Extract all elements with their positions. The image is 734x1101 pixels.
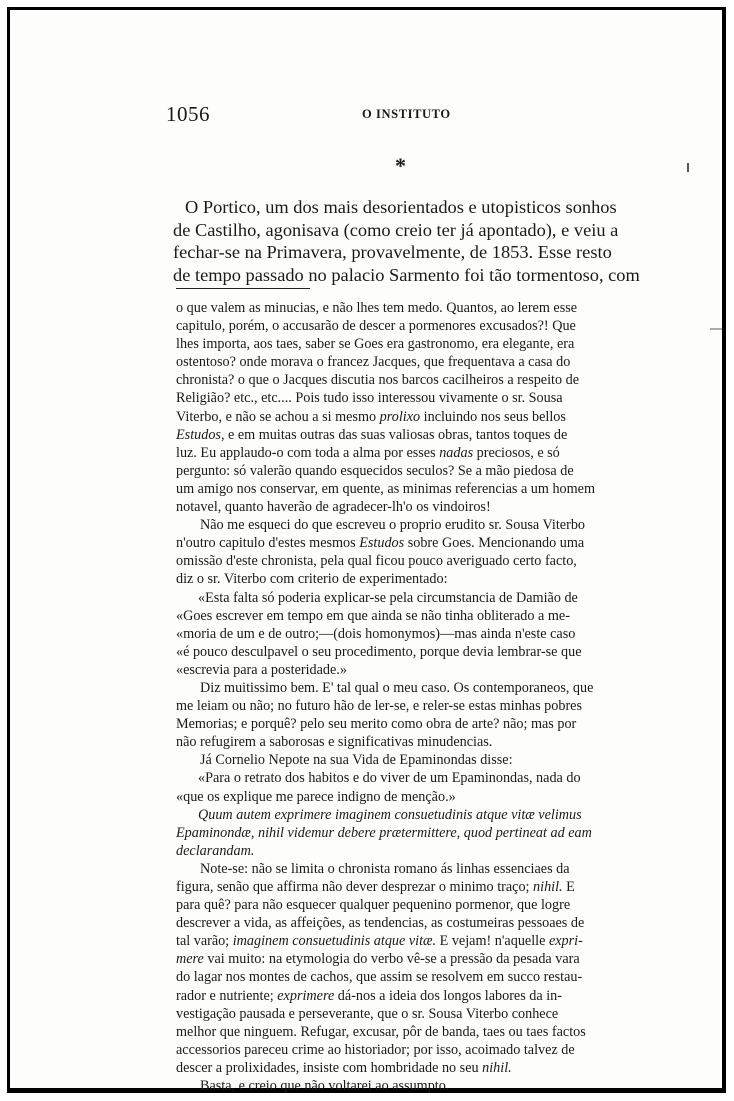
footnote-line: um amigo nos conservar, em quente, as minimas referencias a um homem [176, 480, 596, 497]
footnote-line: vestigação pausada e perseverante, que o sr. Sousa Viterbo conhece [176, 1005, 559, 1022]
page-header [163, 102, 650, 124]
latin-line [176, 824, 650, 842]
latin-line [176, 842, 650, 860]
footnote-line: capitulo, porém, o accusarão de descer a pormenores excusados?! Que [176, 318, 576, 335]
page-frame [7, 7, 726, 1093]
italic-run: declarandam. [176, 842, 255, 859]
text-run: vai muito: na etymologia do verbo vê-se a pressão da pesada vara [207, 951, 580, 968]
quote-line: «é pouco desculpavel o seu procedimento, porque devia lembrar-se que [176, 643, 582, 660]
italic-run: Estudos [176, 426, 221, 443]
footnote-line: chronista? o que o Jacques discutia nos barcos cacilheiros a respeito de [176, 372, 580, 389]
footnote-line: me leiam ou não; no futuro hão de ler-se, e reler-se estas minhas pobres [176, 698, 582, 715]
footnote-line [176, 932, 650, 950]
text-run: preciosos, e só [476, 444, 560, 461]
quote-line: «escrevia para a posteridade.» [176, 661, 347, 678]
footnote-line [176, 987, 650, 1005]
latin-line [176, 806, 650, 824]
main-line: O Portico, um dos mais desorientados e utopisticos sonhos [185, 197, 617, 217]
book-page [10, 10, 722, 1095]
italic-run: nihil. [533, 879, 563, 895]
page-number: 1056 [166, 102, 210, 126]
footnote-line: Já Cornelio Nepote na sua Vida de Epaminondas disse: [200, 752, 513, 769]
footnote-line: para quê? para não esquecer qualquer pequenino pormenor, que logre [176, 897, 571, 914]
footnote-line: descrever a vida, as affeições, as tendencias, as costumeiras pessoaes de [176, 915, 585, 932]
italic-run: imaginem consuetudinis atque vitæ. [232, 933, 437, 950]
text-run: , e em muitas outras das suas valiosas obras, tantos toques de [220, 426, 568, 443]
footnote-line: omissão d'este chronista, pela qual ficou pouco averiguado certo facto, [176, 553, 577, 570]
section-ornament: * [395, 153, 406, 178]
footnote-line: Diz muitissimo bem. E' tal qual o meu caso. Os contemporaneos, que [200, 679, 594, 696]
main-line: de tempo passado no palacio Sarmento foi tão tormentoso, com [173, 264, 640, 285]
footnote-line [176, 1059, 650, 1077]
text-run: descer a prolixidades, insiste com hombridade no seu [176, 1059, 479, 1076]
quote-line: «Para o retrato dos habitos e do viver de um Epaminondas, nada do [198, 770, 581, 787]
footnote-line: Basta, e creio que não voltarei ao assumpto. [200, 1078, 450, 1095]
footnote-line [176, 950, 650, 968]
text-run: luz. Eu applaudo-o com toda a alma por esses [176, 444, 436, 461]
footnote-line: melhor que ninguem. Refugar, excusar, pôr de banda, taes ou taes factos [176, 1023, 586, 1040]
italic-run: Epaminondæ, nihil videmur debere prætermittere, quod pertineat ad eam [176, 824, 592, 841]
text-run: Viterbo, e não se achou a si mesmo [176, 408, 377, 425]
footnote-line: pergunto: só valerão quando esquecidos seculos? Se a mão piedosa de [176, 462, 574, 479]
footnote-line: diz o sr. Viterbo com criterio de experimentado: [176, 571, 448, 588]
italic-run: nihil. [482, 1059, 512, 1076]
quote-line: «que os explique me parece indigno de menção.» [176, 788, 456, 805]
text-run: sobre Goes. Mencionando uma [407, 535, 585, 552]
footnote-line: Memorias; e porquê? pelo seu merito como obra de arte? não; mas por [176, 716, 577, 733]
footnote-line: ostentoso? onde morava o francez Jacques, que frequentava a casa do [176, 354, 571, 371]
footnote-line: do lagar nos montes de cachos, que assim se resolvem em succo restau- [176, 969, 583, 986]
quote-line: «Esta falta só poderia explicar-se pela circumstancia de Damião de [198, 589, 578, 606]
scan-mark [687, 163, 689, 172]
main-line: de Castilho, agonisava (como creio ter já apontado), e veiu a [173, 219, 619, 240]
quote-line: «Goes escrever em tempo em que ainda se não tinha obliterado a me- [176, 607, 570, 624]
text-run: dá-nos a ideia dos longos labores da in- [337, 987, 562, 1004]
main-paragraph [173, 196, 651, 286]
italic-run: expri- [548, 933, 583, 950]
quote-line: «moria de um e de outro;—(dois homonymos)—mas ainda n'este caso [176, 625, 576, 642]
footnote-line: Note-se: não se limita o chronista romano ás linhas essenciaes da [200, 860, 570, 877]
text-run: tal varão; [176, 933, 230, 950]
footnote-line: não refugirem a saborosas e significativas minudencias. [176, 734, 493, 751]
footnote-line [176, 534, 650, 552]
text-run: incluindo nos seus bellos [423, 408, 566, 425]
footnote-line [176, 408, 650, 426]
footnote-line [176, 878, 650, 896]
text-run: rador e nutriente; [176, 987, 274, 1004]
italic-run: exprimere [277, 987, 335, 1004]
main-line: fechar-se na Primavera, provavelmente, de 1853. Esse resto [173, 242, 612, 262]
footnote-line [176, 426, 650, 444]
footnote-line: Religião? etc., etc.... Pois tudo isso interessou vivamente o sr. Sousa [176, 390, 563, 407]
footnote [176, 299, 650, 1095]
text-run: E [566, 879, 575, 895]
italic-run: nadas [439, 444, 474, 461]
footnote-separator [176, 288, 310, 289]
italic-run: mere [176, 951, 204, 968]
text-run: E vejam! n'aquelle [439, 933, 546, 950]
italic-run: Estudos [359, 535, 405, 552]
footnote-line: o que valem as minucias, e não lhes tem medo. Quantos, ao lerem esse [176, 300, 578, 316]
running-title: O INSTITUTO [362, 107, 451, 121]
text-run: figura, senão que affirma não dever desprezar o minimo traço; [176, 879, 530, 895]
footnote-line: Não me esqueci do que escreveu o proprio erudito sr. Sousa Viterbo [200, 517, 586, 534]
footnote-line: notavel, quanto haverão de agradecer-lh'o os vindoiros! [176, 499, 491, 516]
scan-mark [710, 328, 722, 330]
footnote-line [176, 444, 650, 462]
footnote-line: accessorios pareceu crime ao historiador; por isso, acoimado talvez de [176, 1041, 575, 1058]
italic-run: prolixo [379, 408, 421, 425]
italic-run: Quum autem exprimere imaginem consuetudinis atque vitæ velimus [198, 806, 582, 823]
footnote-line: lhes importa, aos taes, saber se Goes era gastronomo, era elegante, era [176, 336, 575, 353]
text-run: n'outro capitulo d'estes mesmos [176, 535, 356, 552]
